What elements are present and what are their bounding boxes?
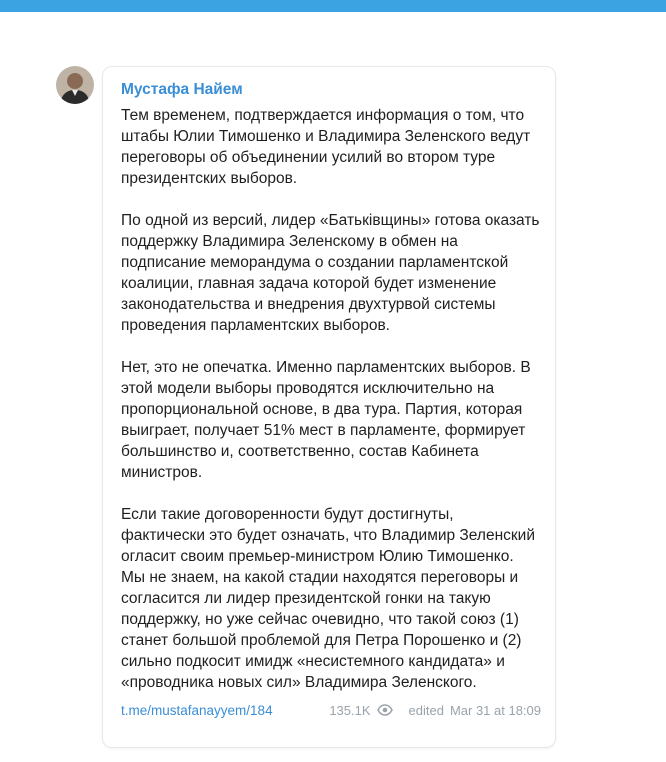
message-bubble [102, 66, 556, 748]
post-paragraph-3: Нет, это не опечатка. Именно парламентских выборов. В этой модели выборы проводятся исключительно на пропорциональной основе, в два тура. Партия, которая выиграет, получает 51% мест в парламенте, формирует большинство и, соответственно, состав Кабинета министров. [121, 359, 531, 481]
post-meta [329, 703, 541, 718]
post-paragraph-1: Тем временем, подтверждается информация о том, что штабы Юлии Тимошенко и Владимира Зеленского ведут переговоры об объединении усилий во втором туре президентских выборов. [121, 107, 531, 187]
top-bar [0, 0, 666, 12]
post-paragraph-4: Если такие договоренности будут достигнуты, фактически это будет означать, что Владимир Зеленский огласит своим премьер-министром Юлию Тимошенко. Мы не знаем, на какой стадии находятся переговоры и согласится ли лидер президентской гонки на такую поддержку, но уже сейчас очевидно, что такой союз (1) станет большой проблемой для Петра Порошенко и (2) сильно подкосит имидж «несистемного кандидата» и «проводника новых сил» Владимира Зеленского. [121, 506, 535, 691]
eye-icon [377, 704, 393, 716]
post-link[interactable]: t.me/mustafanayyem/184 [121, 702, 273, 718]
author-avatar[interactable] [56, 66, 94, 104]
post-date: Mar 31 at 18:09 [449, 702, 541, 718]
edited-label: edited [408, 702, 444, 718]
views-count: 135.1K [329, 702, 371, 718]
post-footer [121, 701, 541, 719]
post-author[interactable]: Мустафа Найем [121, 81, 243, 98]
post-paragraph-2: По одной из версий, лидер «Батьківщины» готова оказать поддержку Владимира Зеленскому в обмен на подписание меморандума о создании парламентской коалиции, главная задача которой будет изменение законодательства и внедрения двухтурвой системы проведения парламентских выборов. [121, 212, 540, 334]
